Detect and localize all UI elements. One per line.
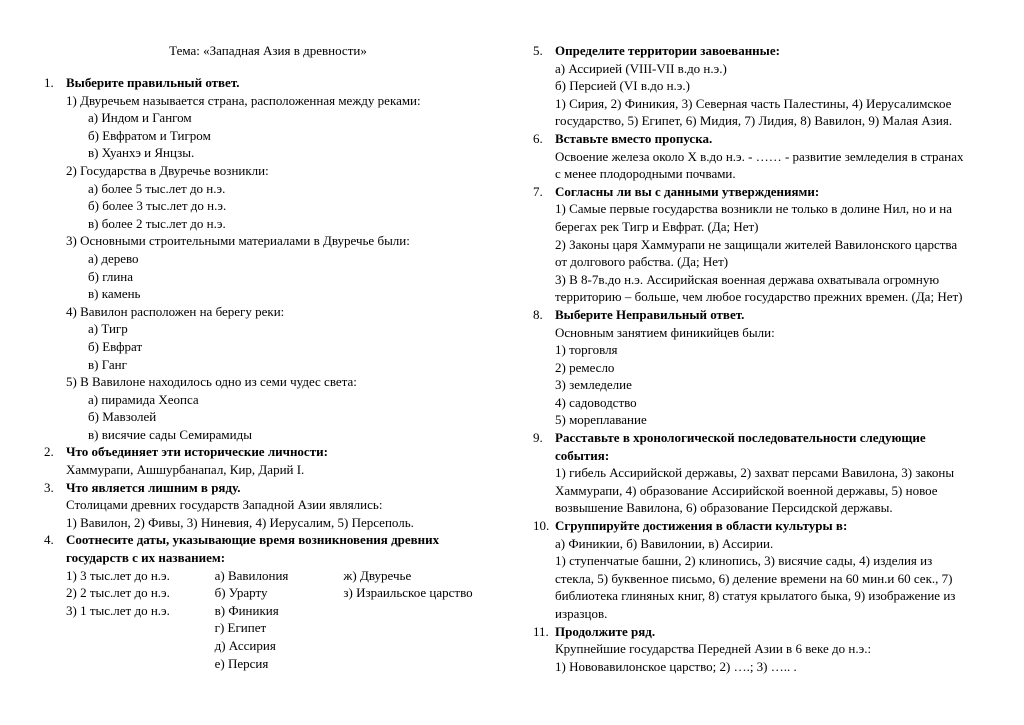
date-item: 1) 3 тыс.лет до н.э. [66, 567, 170, 583]
question-9 [533, 429, 981, 517]
question-heading: Определите территории завоеванные: [555, 43, 780, 58]
question-text: Хаммурапи, Ашшурбанапал, Кир, Дарий I. [66, 462, 305, 478]
question-text: а) Финикии, б) Вавилонии, в) Ассирии. [555, 535, 774, 551]
question-heading: Согласны ли вы с данными утверждениями: [555, 183, 820, 199]
question-heading: Выберите правильный ответ. [66, 75, 240, 90]
question-number: 3. [44, 479, 54, 495]
question-number: 7. [533, 183, 543, 199]
answer-option: в) висячие сады Семирамиды [88, 426, 252, 442]
answer-option: а) Тигр [88, 321, 128, 337]
date-item: 2) 2 тыс.лет до н.э. [66, 585, 170, 601]
question-number: 2. [44, 444, 54, 460]
question-heading: Продолжите ряд. [555, 623, 656, 639]
question-text: Хаммурапи, 4) образование Ассирийской военной державы, 5) новое [555, 482, 938, 498]
question-text: Крупнейшие государства Передней Азии в 6 веке до н.э.: [555, 641, 872, 657]
question-heading: Что объединяет эти исторические личности: [66, 444, 328, 460]
sub-question: 1) Двуречьем называется страна, расположенная между реками: [66, 92, 421, 108]
answer-option: а) дерево [88, 250, 139, 266]
answer-option: в) Хуанхэ и Янцзы. [88, 145, 195, 161]
question-heading: Вставьте вместо пропуска. [555, 130, 713, 146]
state-item: е) Персия [214, 655, 269, 671]
state-item: а) Вавилония [214, 567, 289, 583]
question-number: 8. [533, 306, 543, 322]
question-text: библиотека глиняных книг, 8) статуя крылатого быка, 9) изображение из [555, 588, 956, 604]
sub-question: 2) Государства в Двуречье возникли: [66, 162, 269, 178]
extra-states-column [343, 567, 492, 673]
question-text: 1) Нововавилонское царство; 2) ….; 3) ….. . [555, 658, 797, 674]
question-number: 6. [533, 130, 543, 146]
question-text: Основным занятием финикийцев были: [555, 324, 775, 340]
question-heading: государств с их названием: [66, 550, 226, 566]
question-5 [533, 42, 981, 130]
answer-option: б) Евфрат [88, 338, 143, 354]
question-text: от долгового рабства. (Да; Нет) [555, 254, 729, 270]
question-text: а) Ассирией (VIII-VII в.до н.э.) [555, 60, 727, 76]
question-number: 11. [533, 623, 549, 639]
date-item: 3) 1 тыс.лет до н.э. [66, 602, 170, 618]
question-11 [533, 623, 981, 676]
question-number: 5. [533, 43, 543, 58]
answer-option: 3) земледелие [555, 377, 632, 393]
answer-option: б) более 3 тыс.лет до н.э. [88, 198, 227, 214]
question-text: изразцов. [555, 606, 608, 621]
answer-option: а) пирамида Хеопса [88, 391, 199, 407]
state-item: б) Урарту [214, 585, 268, 601]
page-title: Тема: «Западная Азия в древности» [169, 43, 367, 58]
question-text: берегах рек Тигр и Евфрат. (Да; Нет) [555, 218, 759, 234]
state-item: д) Ассирия [214, 638, 276, 653]
question-number: 4. [44, 532, 54, 548]
question-text: государство, 5) Египет, 6) Мидия, 7) Лидия, 8) Вавилон, 9) Малая Азия. [555, 113, 953, 129]
question-number: 9. [533, 430, 543, 446]
answer-option: 1) торговля [555, 342, 618, 358]
state-item: г) Египет [214, 620, 267, 636]
question-10 [533, 517, 981, 623]
answer-option: б) Евфратом и Тигром [88, 127, 211, 143]
question-number: 1. [44, 75, 54, 90]
answer-option: б) Мавзолей [88, 409, 157, 425]
state-item: ж) Двуречье [343, 567, 412, 583]
answer-option: а) более 5 тыс.лет до н.э. [88, 180, 226, 196]
answer-option: 2) ремесло [555, 359, 615, 375]
state-item: в) Финикия [214, 602, 279, 618]
question-text: с менее плодородными почвами. [555, 166, 736, 182]
answer-option: б) глина [88, 268, 134, 284]
dates-column [66, 567, 215, 673]
question-4 [44, 531, 492, 672]
question-7 [533, 183, 981, 306]
question-number: 10. [533, 518, 550, 534]
question-2 [44, 443, 492, 478]
matching-table [66, 567, 492, 673]
question-text: 1) Сирия, 2) Финикия, 3) Северная часть Палестины, 4) Иерусалимское [555, 95, 952, 111]
question-6 [533, 130, 981, 183]
answer-option: в) камень [88, 286, 141, 302]
state-item: з) Израильское царство [343, 585, 473, 601]
question-text: Освоение железа около Х в.до н.э. - …… - развитие земледелия в странах [555, 148, 964, 164]
answer-option: в) Ганг [88, 356, 127, 372]
question-8 [533, 306, 981, 429]
question-text: Столицами древних государств Западной Азии являлись: [66, 497, 383, 513]
sub-question: 3) Основными строительными материалами в Двуречье были: [66, 233, 410, 249]
question-text: возвышение Вавилона, 6) образование Персидской державы. [555, 500, 893, 516]
question-heading: события: [555, 447, 610, 463]
question-text: 1) ступенчатые башни, 2) клинопись, 3) висячие сады, 4) изделия из [555, 553, 933, 569]
question-text: 1) Самые первые государства возникли не только в долине Нил, но и на [555, 201, 953, 217]
question-heading: Расставьте в хронологической последовательности следующие [555, 430, 926, 446]
question-text: стекла, 5) буквенное письмо, 6) деление времени на 60 мин.и 60 сек., 7) [555, 570, 953, 586]
answer-option: 4) садоводство [555, 394, 637, 410]
right-column [533, 42, 981, 675]
question-heading: Выберите Неправильный ответ. [555, 306, 745, 322]
answer-option: 5) мореплавание [555, 412, 647, 428]
question-text: 2) Законы царя Хаммурапи не защищали жителей Вавилонского царства [555, 236, 958, 252]
sub-question: 4) Вавилон расположен на берегу реки: [66, 303, 285, 319]
question-1 [44, 74, 492, 443]
question-text: территорию – больше, чем любое государство прежних времен. (Да; Нет) [555, 289, 963, 305]
question-text: 1) гибель Ассирийской державы, 2) захват персами Вавилона, 3) законы [555, 465, 955, 481]
left-column [44, 42, 492, 672]
question-heading: Соотнесите даты, указывающие время возникновения древних [66, 532, 440, 548]
question-text: 3) В 8-7в.до н.э. Ассирийская военная держава охватывала огромную [555, 271, 940, 287]
states-column [215, 567, 344, 673]
question-3 [44, 479, 492, 532]
question-text: 1) Вавилон, 2) Фивы, 3) Ниневия, 4) Иерусалим, 5) Персеполь. [66, 514, 414, 530]
question-heading: Сгруппируйте достижения в области культуры в: [555, 518, 848, 534]
answer-option: а) Индом и Гангом [88, 110, 192, 126]
answer-option: в) более 2 тыс.лет до н.э. [88, 215, 226, 231]
sub-question: 5) В Вавилоне находилось одно из семи чудес света: [66, 374, 357, 390]
question-heading: Что является лишним в ряду. [66, 479, 241, 495]
question-text: б) Персией (VI в.до н.э.) [555, 78, 690, 94]
